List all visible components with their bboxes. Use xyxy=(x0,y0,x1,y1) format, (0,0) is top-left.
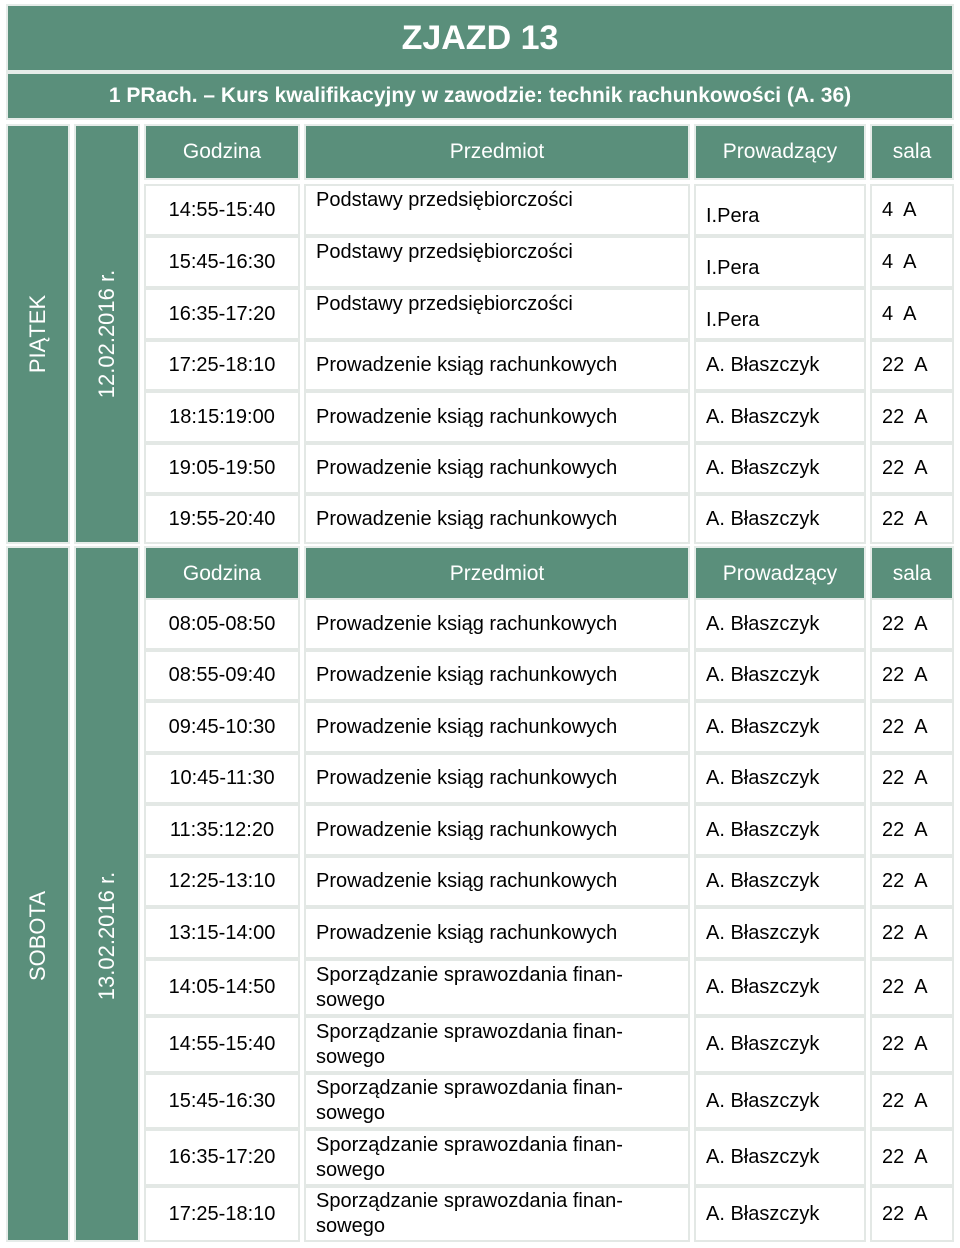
cell-room: 22 A xyxy=(870,650,954,701)
cell-teacher: A. Błaszczyk xyxy=(694,701,866,753)
cell-teacher: A. Błaszczyk xyxy=(694,959,866,1016)
cell-room: 22 A xyxy=(870,494,954,544)
cell-teacher: A. Błaszczyk xyxy=(694,1129,866,1186)
cell-room: 22 A xyxy=(870,391,954,443)
cell-room: 22 A xyxy=(870,598,954,650)
cell-time: 17:25-18:10 xyxy=(144,340,300,391)
cell-teacher: I.Pera xyxy=(694,184,866,236)
cell-time: 17:25-18:10 xyxy=(144,1186,300,1242)
cell-room: 22 A xyxy=(870,804,954,856)
cell-subject: Prowadzenie ksiąg rachunkowych xyxy=(304,598,690,650)
date-label-saturday: 13.02.2016 r. xyxy=(94,871,119,1000)
cell-teacher: A. Błaszczyk xyxy=(694,494,866,544)
cell-room: 22 A xyxy=(870,907,954,959)
cell-teacher: A. Błaszczyk xyxy=(694,1016,866,1073)
column-header-godzina: Godzina xyxy=(144,546,300,602)
cell-subject: Prowadzenie ksiąg rachunkowych xyxy=(304,340,690,391)
cell-subject: Prowadzenie ksiąg rachunkowych xyxy=(304,650,690,701)
column-header-godzina: Godzina xyxy=(144,124,300,180)
cell-time: 14:55-15:40 xyxy=(144,184,300,236)
date-label-saturday-cell xyxy=(74,546,140,1242)
cell-subject: Prowadzenie ksiąg rachunkowych xyxy=(304,391,690,443)
cell-subject: Prowadzenie ksiąg rachunkowych xyxy=(304,907,690,959)
cell-time: 10:45-11:30 xyxy=(144,753,300,804)
cell-teacher: A. Błaszczyk xyxy=(694,391,866,443)
cell-subject: Sporządzanie sprawozdania finan- sowego xyxy=(304,1073,690,1129)
cell-time: 14:55-15:40 xyxy=(144,1016,300,1073)
cell-room: 22 A xyxy=(870,1016,954,1073)
cell-room: 22 A xyxy=(870,959,954,1016)
cell-subject: Prowadzenie ksiąg rachunkowych xyxy=(304,804,690,856)
day-label-friday: PIĄTEK xyxy=(25,294,50,374)
cell-subject: Podstawy przedsiębiorczości xyxy=(304,236,690,288)
cell-room: 22 A xyxy=(870,1129,954,1186)
cell-teacher: A. Błaszczyk xyxy=(694,650,866,701)
cell-time: 11:35:12:20 xyxy=(144,804,300,856)
column-header-sala: sala xyxy=(870,546,954,602)
cell-time: 18:15:19:00 xyxy=(144,391,300,443)
course-subtitle: 1 PRach. – Kurs kwalifikacyjny w zawodzie: technik rachunkowości (A. 36) xyxy=(6,72,954,120)
cell-room: 22 A xyxy=(870,340,954,391)
cell-time: 09:45-10:30 xyxy=(144,701,300,753)
cell-subject: Prowadzenie ksiąg rachunkowych xyxy=(304,701,690,753)
cell-subject: Sporządzanie sprawozdania finan- sowego xyxy=(304,959,690,1016)
column-header-prowadzacy: Prowadzący xyxy=(694,124,866,180)
date-label-friday-cell xyxy=(74,124,140,544)
cell-time: 15:45-16:30 xyxy=(144,1073,300,1129)
cell-subject: Prowadzenie ksiąg rachunkowych xyxy=(304,494,690,544)
cell-time: 15:45-16:30 xyxy=(144,236,300,288)
cell-room: 22 A xyxy=(870,753,954,804)
cell-subject: Sporządzanie sprawozdania finan- sowego xyxy=(304,1186,690,1242)
cell-time: 12:25-13:10 xyxy=(144,856,300,907)
day-label-friday-cell xyxy=(6,124,70,544)
cell-time: 19:55-20:40 xyxy=(144,494,300,544)
cell-subject: Sporządzanie sprawozdania finan- sowego xyxy=(304,1016,690,1073)
cell-teacher: A. Błaszczyk xyxy=(694,1186,866,1242)
cell-room: 22 A xyxy=(870,856,954,907)
cell-subject: Prowadzenie ksiąg rachunkowych xyxy=(304,443,690,494)
cell-subject: Prowadzenie ksiąg rachunkowych xyxy=(304,856,690,907)
cell-teacher: A. Błaszczyk xyxy=(694,907,866,959)
cell-room: 22 A xyxy=(870,443,954,494)
cell-room: 4 A xyxy=(870,236,954,288)
cell-time: 13:15-14:00 xyxy=(144,907,300,959)
cell-time: 14:05-14:50 xyxy=(144,959,300,1016)
cell-subject: Podstawy przedsiębiorczości xyxy=(304,288,690,340)
cell-teacher: A. Błaszczyk xyxy=(694,753,866,804)
cell-teacher: A. Błaszczyk xyxy=(694,443,866,494)
cell-teacher: I.Pera xyxy=(694,288,866,340)
cell-teacher: A. Błaszczyk xyxy=(694,340,866,391)
cell-teacher: A. Błaszczyk xyxy=(694,804,866,856)
cell-time: 08:05-08:50 xyxy=(144,598,300,650)
day-label-saturday: SOBOTA xyxy=(25,890,50,981)
day-label-saturday-cell xyxy=(6,546,70,1242)
cell-subject: Podstawy przedsiębiorczości xyxy=(304,184,690,236)
cell-teacher: A. Błaszczyk xyxy=(694,1073,866,1129)
cell-room: 22 A xyxy=(870,1186,954,1242)
cell-time: 19:05-19:50 xyxy=(144,443,300,494)
cell-time: 08:55-09:40 xyxy=(144,650,300,701)
column-header-prowadzacy: Prowadzący xyxy=(694,546,866,602)
cell-room: 22 A xyxy=(870,1073,954,1129)
cell-teacher: A. Błaszczyk xyxy=(694,598,866,650)
cell-room: 4 A xyxy=(870,288,954,340)
cell-room: 4 A xyxy=(870,184,954,236)
date-label-friday: 12.02.2016 r. xyxy=(94,269,119,399)
cell-teacher: I.Pera xyxy=(694,236,866,288)
cell-teacher: A. Błaszczyk xyxy=(694,856,866,907)
cell-subject: Prowadzenie ksiąg rachunkowych xyxy=(304,753,690,804)
cell-room: 22 A xyxy=(870,701,954,753)
column-header-przedmiot: Przedmiot xyxy=(304,546,690,602)
column-header-sala: sala xyxy=(870,124,954,180)
cell-subject: Sporządzanie sprawozdania finan- sowego xyxy=(304,1129,690,1186)
column-header-przedmiot: Przedmiot xyxy=(304,124,690,180)
page-title: ZJAZD 13 xyxy=(6,4,954,72)
cell-time: 16:35-17:20 xyxy=(144,288,300,340)
cell-time: 16:35-17:20 xyxy=(144,1129,300,1186)
